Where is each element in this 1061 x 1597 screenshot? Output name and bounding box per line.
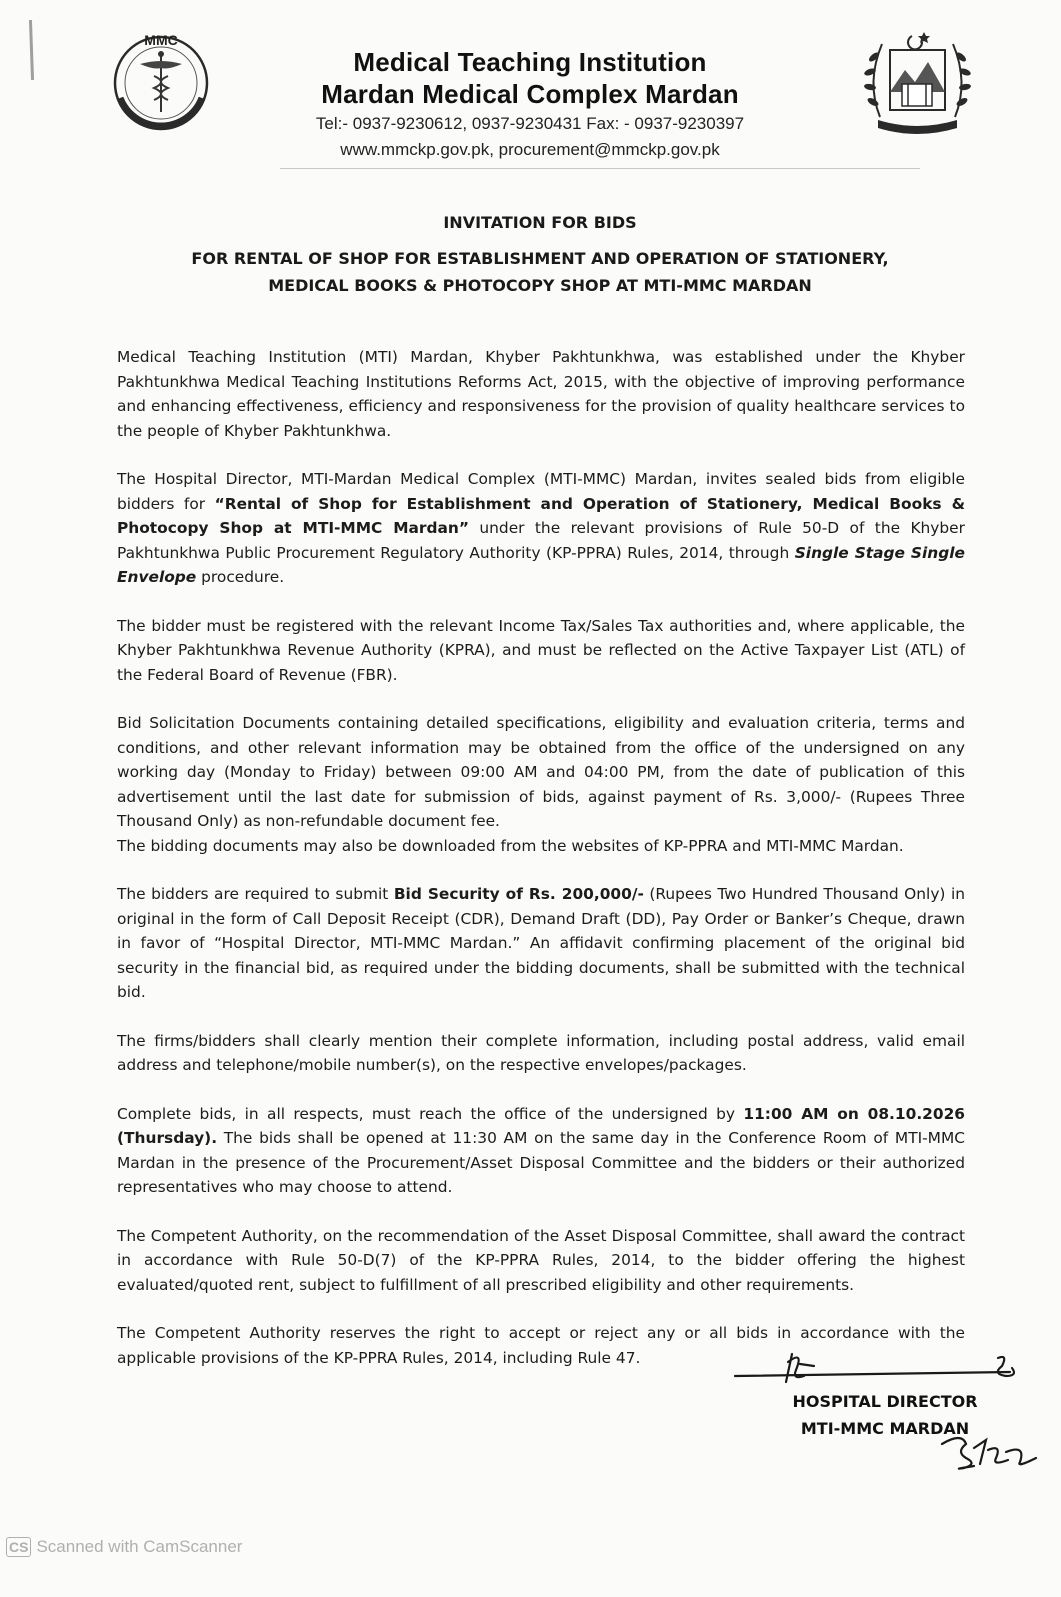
paragraph-registration: The bidder must be registered with the relevant Income Tax/Sales Tax authorities and, where applicable, the Khyber Pakhtunkhwa Revenue Authority (KPRA), and must be reflected on the Active Taxpayer List (ATL) of the Federal Board of Revenue (FBR). bbox=[117, 616, 965, 684]
procedure-italic: Single Stage Single Envelope bbox=[117, 543, 965, 586]
paragraph-download: The bidding documents may also be downloaded from the websites of KP-PPRA and MTI-MMC Mardan. bbox=[117, 836, 904, 855]
letterhead bbox=[230, 46, 830, 162]
notice-subtitle-line2: MEDICAL BOOKS & PHOTOCOPY SHOP AT MTI-MMC MARDAN bbox=[268, 276, 812, 295]
notice-subtitle bbox=[120, 245, 960, 299]
paragraph-deadline bbox=[117, 1102, 965, 1200]
header-divider bbox=[280, 168, 920, 169]
notice-body bbox=[117, 345, 965, 1394]
notice-title-block bbox=[120, 212, 960, 299]
web-and-email: www.mmckp.gov.pk, procurement@mmckp.gov.pk bbox=[340, 140, 720, 159]
camscanner-text: Scanned with CamScanner bbox=[36, 1537, 243, 1556]
bid-security-bold: Bid Security of Rs. 200,000/- bbox=[393, 885, 644, 903]
signatory-office: MTI-MMC MARDAN bbox=[800, 1419, 970, 1438]
text-span: The bids shall be opened at 11:30 AM on the same day in the Conference Room of MTI-MMC Mardan in the presence of the Procurement/Asset Disposal Committee and the bidders or their authorized representatives who may choose to attend. bbox=[117, 1129, 965, 1196]
scan-edge-mark bbox=[29, 20, 34, 80]
paragraph-rights: The Competent Authority reserves the right to accept or reject any or all bids in accordance with the applicable provisions of the KP-PPRA Rules, 2014, including Rule 47. bbox=[117, 1324, 965, 1367]
deadline-bold: 11:00 AM on 08.10.2026 (Thursday). bbox=[117, 1104, 966, 1147]
camscanner-icon: CS bbox=[6, 1537, 31, 1557]
notice-title: INVITATION FOR BIDS bbox=[443, 213, 637, 232]
institution-name: Medical Teaching Institution bbox=[353, 47, 707, 77]
paragraph-invitation bbox=[117, 467, 965, 590]
paragraph-award: The Competent Authority, on the recommendation of the Asset Disposal Committee, shall award the contract in accordance with Rule 50-D(7) of the KP-PPRA Rules, 2014, to the bidder offering the highest evaluated/quoted rent, subject to fulfillment of all prescribed eligibility and other requirements. bbox=[117, 1226, 965, 1294]
signatory-title: HOSPITAL DIRECTOR bbox=[792, 1392, 978, 1411]
complex-name: Mardan Medical Complex Mardan bbox=[321, 79, 739, 109]
text-span: (Rupees Two Hundred Thousand Only) in original in the form of Call Deposit Receipt (CDR), Demand Draft (DD), Pay Order or Banker’s Cheque, drawn in favor of “Hospital Director, MTI-MMC Mardan.” An affidavit confirming placement of the original bid security in the financial bid, as required under the bidding documents, shall be submitted with the technical bid. bbox=[117, 885, 965, 1001]
kp-government-emblem bbox=[860, 22, 975, 140]
signatory-block bbox=[785, 1388, 985, 1442]
text-span: procedure. bbox=[196, 568, 285, 586]
text-span: The Hospital Director, MTI-Mardan Medical Complex (MTI-MMC) Mardan, invites sealed bids from eligible bidders for bbox=[117, 470, 965, 513]
paragraph-intro: Medical Teaching Institution (MTI) Mardan, Khyber Pakhtunkhwa, was established under the Khyber Pakhtunkhwa Medical Teaching Institutions Reforms Act, 2015, with the objective of improving performance and enhancing effectiveness, efficiency and responsiveness for the provision of quality healthcare services to the people of Khyber Pakhtunkhwa. bbox=[117, 348, 965, 440]
shop-title-bold: “Rental of Shop for Establishment and Operation of Stationery, Medical Books & Photocopy Shop at MTI-MMC Mardan” bbox=[117, 494, 965, 537]
contact-numbers: Tel:- 0937-9230612, 0937-9230431 Fax: - 0937-9230397 bbox=[315, 114, 745, 133]
text-span: Complete bids, in all respects, must reach the office of the undersigned by bbox=[117, 1104, 744, 1123]
text-span: under the relevant provisions of Rule 50-D of the Khyber Pakhtunkhwa Public Procurement Regulatory Authority (KP-PPRA) Rules, 2014, through bbox=[117, 519, 965, 562]
paragraph-envelope-info: The firms/bidders shall clearly mention their complete information, including postal address, valid email address and telephone/mobile number(s), on the respective envelopes/packages. bbox=[117, 1031, 965, 1074]
paragraph-bid-security bbox=[117, 882, 965, 1005]
notice-subtitle-line1: FOR RENTAL OF SHOP FOR ESTABLISHMENT AND OPERATION OF STATIONERY, bbox=[191, 249, 889, 268]
mmc-logo bbox=[106, 28, 216, 134]
mmc-logo-text: MMC bbox=[144, 32, 178, 48]
text-span: The bidders are required to submit bbox=[117, 885, 394, 903]
camscanner-watermark bbox=[6, 1536, 242, 1558]
paragraph-documents: Bid Solicitation Documents containing detailed specifications, eligibility and evaluation criteria, terms and conditions, and other relevant information may be obtained from the office of the undersigned on any working day (Monday to Friday) between 09:00 AM and 04:00 PM, from the date of publication of this advertisement until the last date for submission of bids, against payment of Rs. 3,000/- (Rupees Three Thousand Only) as non-refundable document fee. bbox=[117, 714, 965, 830]
